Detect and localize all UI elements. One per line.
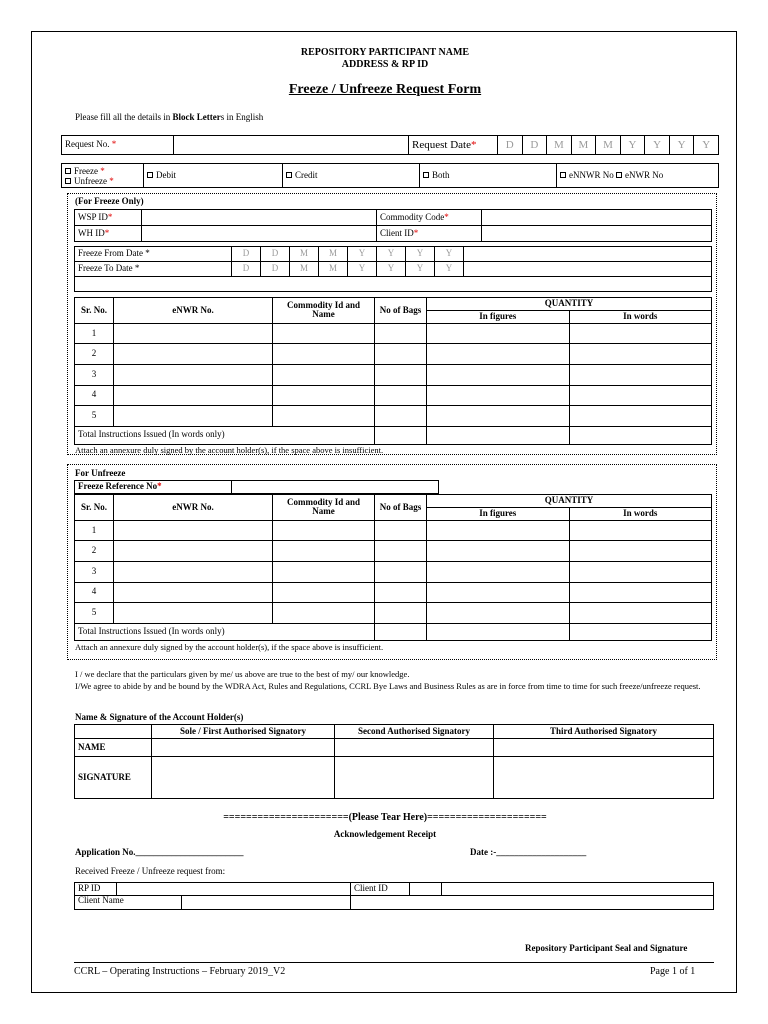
- blank-cell: [464, 262, 712, 277]
- col-enwr: eNWR No.: [114, 298, 273, 324]
- second-signatory: Second Authorised Signatory: [335, 725, 494, 739]
- first-signatory: Sole / First Authorised Signatory: [152, 725, 335, 739]
- wh-id-input[interactable]: [142, 226, 377, 242]
- date-cell[interactable]: M: [319, 262, 348, 277]
- date-cell[interactable]: Y: [694, 136, 719, 155]
- rp-id-input[interactable]: [117, 883, 351, 896]
- blank-cell: [464, 247, 712, 262]
- table-row: 2: [75, 541, 712, 562]
- col-enwr: eNWR No.: [114, 495, 273, 521]
- rp-name: REPOSITORY PARTICIPANT NAME: [300, 47, 470, 58]
- freeze-ref-input[interactable]: [232, 481, 439, 494]
- nwr-type-option[interactable]: eNNWR No eNWR No: [557, 164, 719, 188]
- freeze-ids-table: [74, 209, 712, 242]
- table-row: 5: [75, 603, 712, 624]
- client-id-input[interactable]: [482, 226, 712, 242]
- date-cell[interactable]: Y: [435, 262, 464, 277]
- freeze-unfreeze-cell[interactable]: Freeze * Unfreeze *: [62, 164, 144, 188]
- unfreeze-heading: For Unfreeze: [75, 468, 126, 478]
- checkbox-icon[interactable]: [147, 172, 153, 178]
- col-commodity: Commodity Id and Name: [273, 495, 375, 521]
- received-text: Received Freeze / Unfreeze request from:: [75, 866, 226, 876]
- col-sr: Sr. No.: [75, 495, 114, 521]
- date-cell[interactable]: D: [522, 136, 547, 155]
- request-table: [61, 135, 719, 155]
- wh-id-label: WH ID*: [75, 226, 142, 242]
- page-title: Freeze / Unfreeze Request Form: [288, 82, 482, 97]
- client-name-input[interactable]: [182, 896, 350, 909]
- request-no-input[interactable]: [174, 136, 409, 155]
- signature-heading: Name & Signature of the Account Holder(s): [75, 712, 244, 722]
- freeze-dates-table: [74, 246, 712, 292]
- col-bags: No of Bags: [375, 298, 427, 324]
- date-cell[interactable]: Y: [348, 262, 377, 277]
- declaration-line2: I/We agree to abide by and be bound by the WDRA Act, Rules and Regulations, CCRL Bye Laws and Business Rules as are in force from time to time for such freeze/unfreeze request.: [75, 681, 701, 691]
- options-table: [61, 163, 719, 188]
- col-quantity: QUANTITY: [427, 495, 712, 508]
- checkbox-icon[interactable]: [616, 172, 622, 178]
- col-figures: In figures: [427, 310, 570, 323]
- date-cell[interactable]: Y: [348, 247, 377, 262]
- freeze-heading: (For Freeze Only): [75, 196, 144, 206]
- date-cell[interactable]: D: [498, 136, 523, 155]
- col-figures: In figures: [427, 507, 570, 520]
- checkbox-icon[interactable]: [286, 172, 292, 178]
- ack-title: Acknowledgement Receipt: [333, 829, 437, 839]
- wsp-id-label: WSP ID*: [75, 210, 142, 226]
- date-cell[interactable]: Y: [406, 262, 435, 277]
- commodity-code-input[interactable]: [482, 210, 712, 226]
- request-no-label: Request No. *: [62, 136, 174, 155]
- col-commodity: Commodity Id and Name: [273, 298, 375, 324]
- col-words: In words: [569, 507, 712, 520]
- table-row: 3: [75, 365, 712, 386]
- date-cell[interactable]: Y: [435, 247, 464, 262]
- date-cell[interactable]: D: [232, 247, 261, 262]
- date-cell[interactable]: M: [547, 136, 572, 155]
- total-label: Total Instructions Issued (In words only): [75, 426, 375, 444]
- rp-id-label: RP ID: [75, 883, 117, 896]
- freeze-to-label: Freeze To Date *: [75, 262, 232, 277]
- date-cell[interactable]: D: [261, 262, 290, 277]
- date-cell[interactable]: Y: [377, 247, 406, 262]
- table-row: 3: [75, 562, 712, 583]
- request-date-label: Request Date*: [409, 136, 498, 155]
- date-cell[interactable]: Y: [669, 136, 694, 155]
- seal-signature: Repository Participant Seal and Signature: [525, 943, 688, 953]
- declaration-line1: I / we declare that the particulars given by me/ us above are true to the best of my/ our knowledge.: [75, 669, 410, 679]
- tear-line: ======================(Please Tear Here)=====================: [223, 812, 547, 823]
- footer-left: CCRL – Operating Instructions – February 2019_V2: [74, 966, 286, 977]
- date-cell[interactable]: Y: [406, 247, 435, 262]
- rp-address: ADDRESS & RP ID: [341, 59, 429, 70]
- signature-label: SIGNATURE: [75, 757, 152, 799]
- date-cell[interactable]: Y: [620, 136, 645, 155]
- date-cell[interactable]: M: [319, 247, 348, 262]
- date-cell[interactable]: Y: [377, 262, 406, 277]
- col-words: In words: [569, 310, 712, 323]
- instruction-text: Please fill all the details in Block Letters in English: [75, 112, 264, 122]
- blank-row: [75, 277, 712, 292]
- footer-page: Page 1 of 1: [650, 966, 696, 977]
- client-id-input[interactable]: [442, 883, 714, 896]
- checkbox-icon[interactable]: [65, 168, 71, 174]
- date-cell[interactable]: M: [290, 262, 319, 277]
- checkbox-icon[interactable]: [65, 178, 71, 184]
- table-row: 1: [75, 323, 712, 344]
- table-row: 4: [75, 385, 712, 406]
- ack-table: [74, 882, 714, 910]
- ack-date: Date :-____________________: [470, 847, 587, 857]
- annex-note: Attach an annexure duly signed by the account holder(s), if the space above is insufficient.: [75, 445, 384, 455]
- footer-rule: [74, 962, 714, 963]
- freeze-ref-label: Freeze Reference No*: [75, 481, 232, 494]
- col-bags: No of Bags: [375, 495, 427, 521]
- client-name-label: Client Name: [75, 896, 182, 909]
- col-sr: Sr. No.: [75, 298, 114, 324]
- credit-option[interactable]: Credit: [283, 164, 420, 188]
- annex-note: Attach an annexure duly signed by the account holder(s), if the space above is insufficient.: [75, 642, 384, 652]
- checkbox-icon[interactable]: [423, 172, 429, 178]
- freeze-items-table: [74, 297, 712, 445]
- date-cell[interactable]: Y: [645, 136, 670, 155]
- name-label: NAME: [75, 739, 152, 757]
- form-page: [31, 31, 737, 993]
- date-cell[interactable]: M: [596, 136, 621, 155]
- checkbox-icon[interactable]: [560, 172, 566, 178]
- wsp-id-input[interactable]: [142, 210, 377, 226]
- unfreeze-items-table: [74, 494, 712, 641]
- application-no: Application No.________________________: [75, 847, 244, 857]
- freeze-from-label: Freeze From Date *: [75, 247, 232, 262]
- col-quantity: QUANTITY: [427, 298, 712, 311]
- total-label: Total Instructions Issued (In words only): [75, 623, 375, 640]
- date-cell[interactable]: D: [232, 262, 261, 277]
- date-cell[interactable]: M: [290, 247, 319, 262]
- third-signatory: Third Authorised Signatory: [494, 725, 714, 739]
- table-row: 4: [75, 582, 712, 603]
- table-row: 2: [75, 344, 712, 365]
- both-option[interactable]: Both: [420, 164, 557, 188]
- table-row: 5: [75, 406, 712, 427]
- date-cell[interactable]: M: [571, 136, 596, 155]
- client-id-label: Client ID: [351, 883, 410, 896]
- date-cell[interactable]: D: [261, 247, 290, 262]
- debit-option[interactable]: Debit: [144, 164, 283, 188]
- client-id-label: Client ID*: [377, 226, 482, 242]
- signature-table: [74, 724, 714, 799]
- commodity-code-label: Commodity Code*: [377, 210, 482, 226]
- freeze-ref-table: [74, 480, 712, 494]
- table-row: 1: [75, 520, 712, 541]
